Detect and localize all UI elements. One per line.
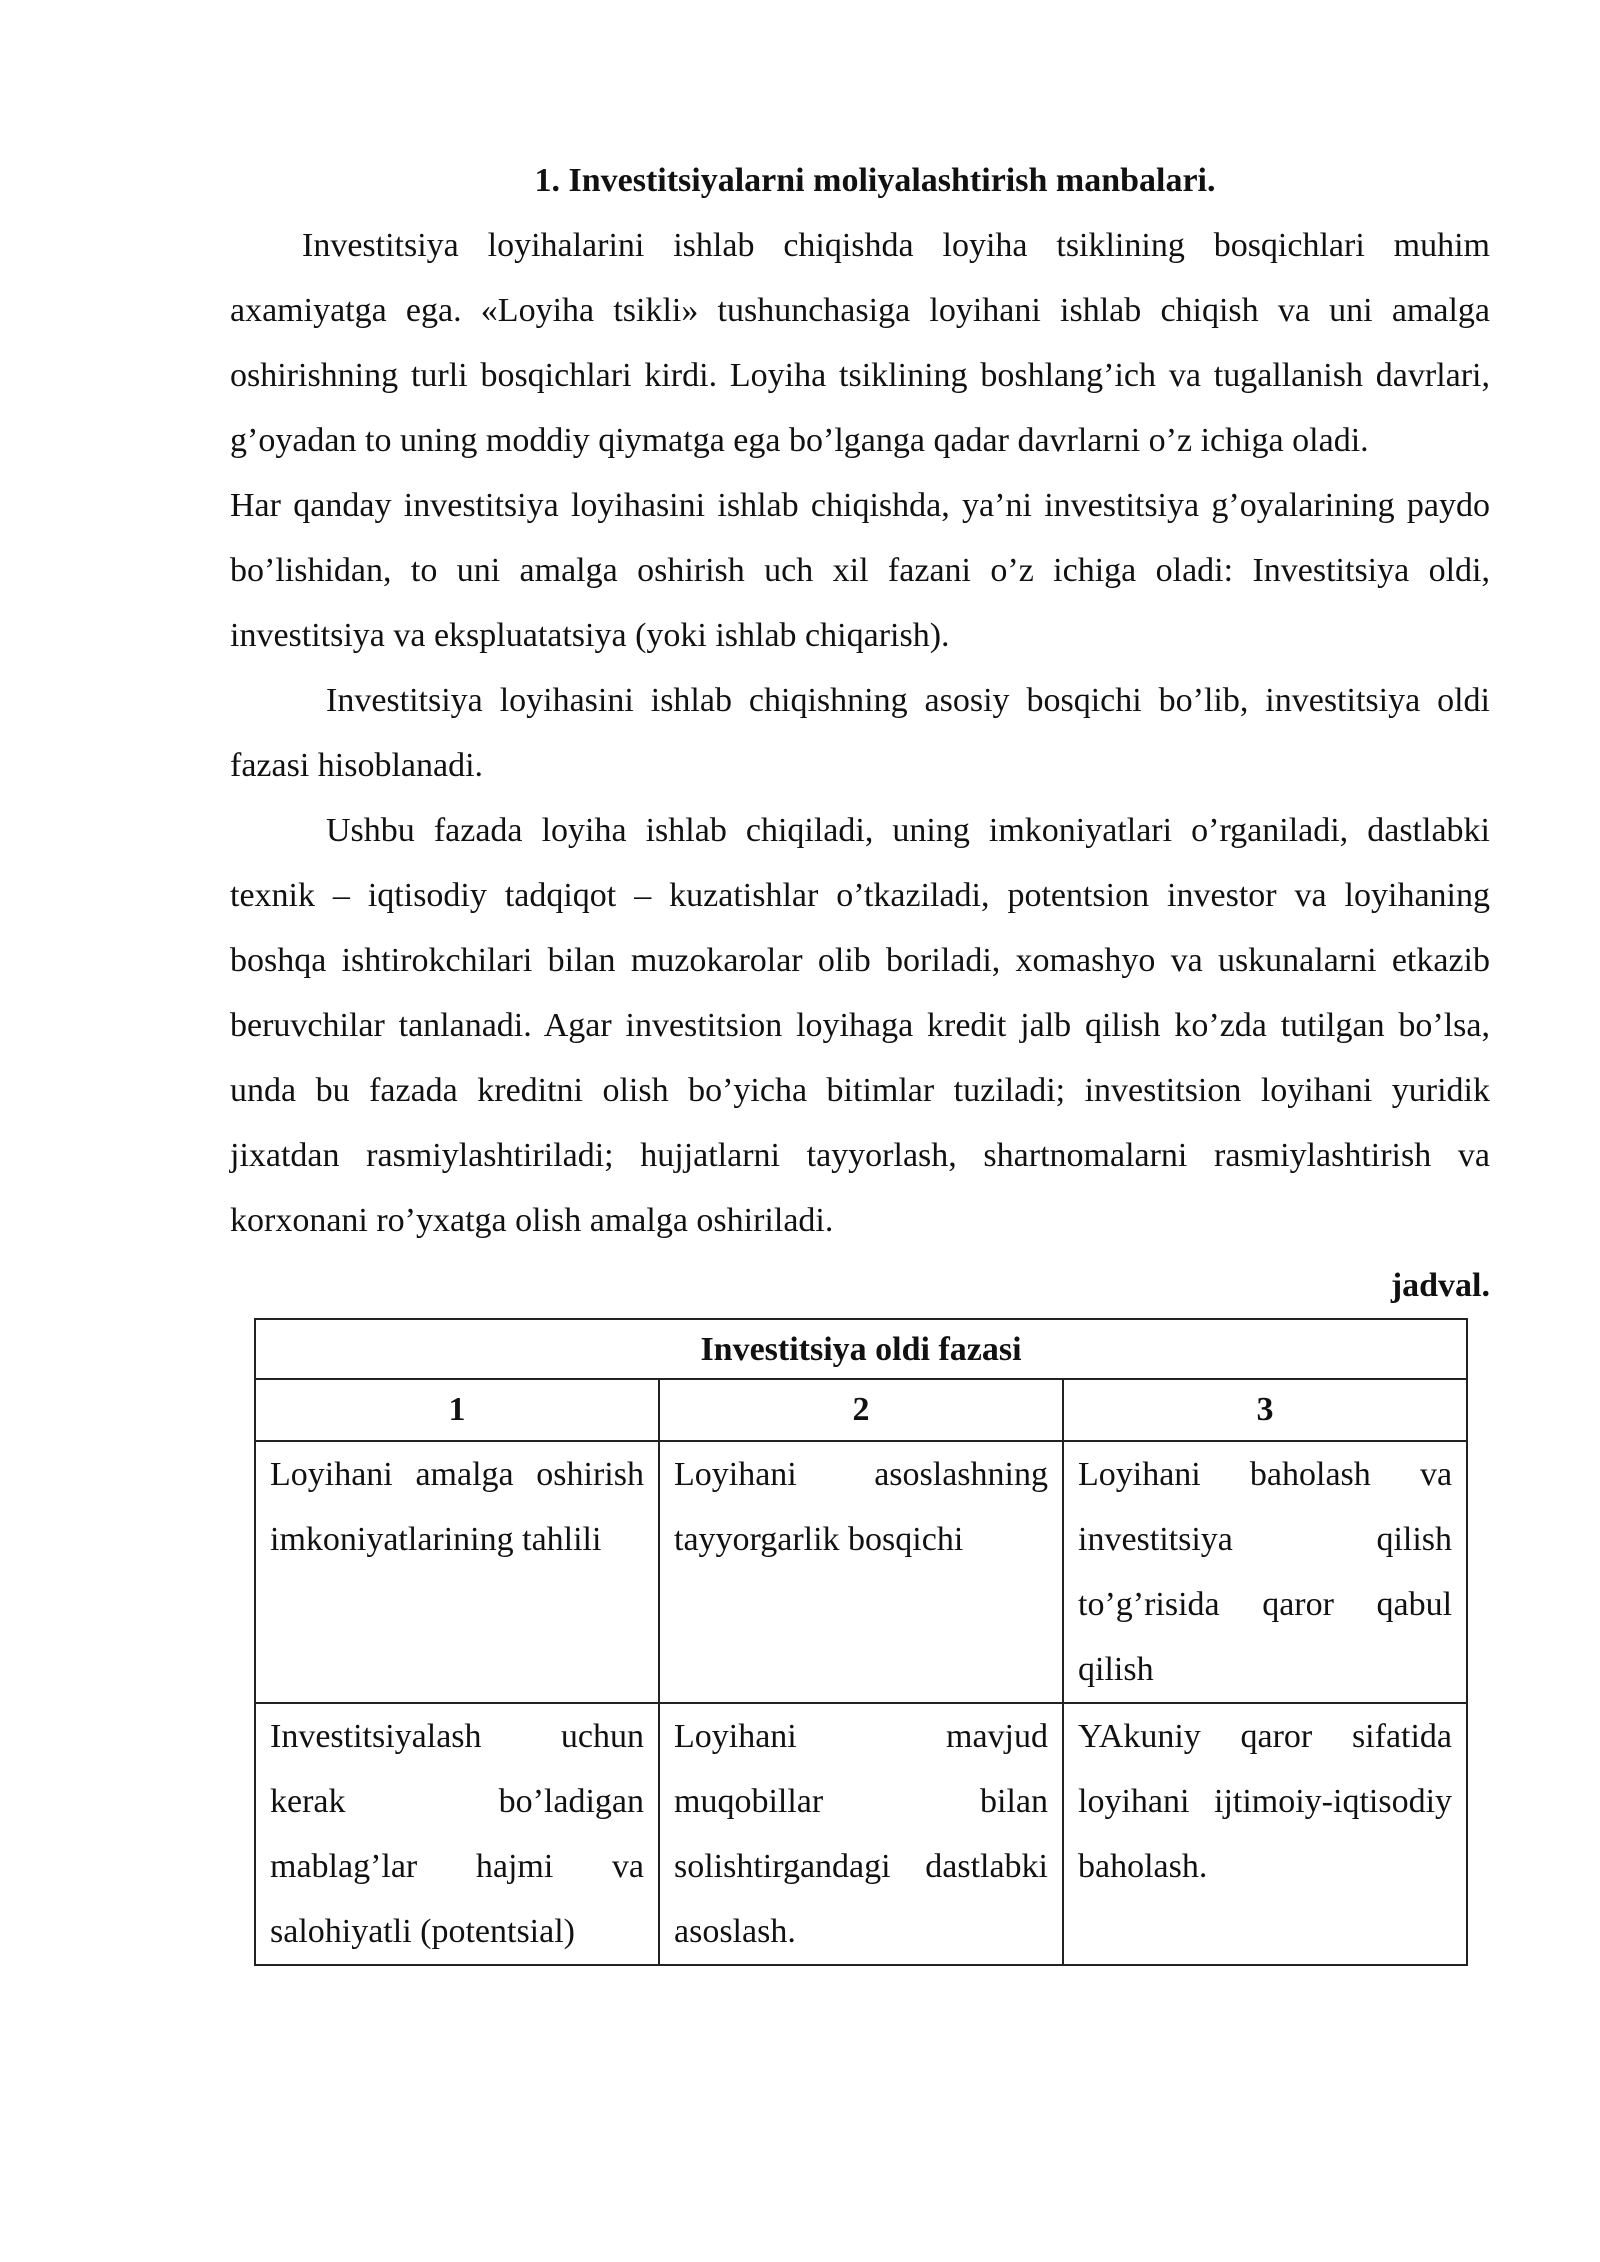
cell-text: Loyihani mavjud muqobillar bilan solishtirgandagi dastlabki asoslash. — [674, 1718, 1048, 1950]
column-header-1: 1 — [255, 1379, 659, 1441]
table-cell — [659, 1441, 1063, 1703]
table-row — [255, 1703, 1467, 1965]
paragraph-2: Har qanday investitsiya loyihasini ishlab chiqishda, ya’ni investitsiya g’oyalarining paydo bo’lishidan, to uni amalga oshirish uch xil fazani o’z ichiga oladi: Investitsiya oldi, investitsiya va ekspluatatsiya (yoki ishlab chiqarish). — [230, 487, 1490, 654]
table-caption: jadval. — [1390, 1267, 1490, 1304]
table-cell — [1063, 1703, 1467, 1965]
table-title-row — [255, 1319, 1467, 1379]
table-title: Investitsiya oldi fazasi — [255, 1319, 1467, 1379]
paragraph-1: Investitsiya loyihalarini ishlab chiqishda loyiha tsiklining bosqichlari muhim axamiyatga ega. «Loyiha tsikli» tushunchasiga loyihani ishlab chiqish va uni amalga oshirishning turli bosqichlari kirdi. Loyiha tsiklining boshlang’ich va tugallanish davrlari, g’oyadan to uning moddiy qiymatga ega bo’lganga qadar davrlarni o’z ichiga oladi. — [230, 227, 1490, 459]
cell-text: Loyihani amalga oshirish imkoniyatlarining tahlili — [270, 1456, 644, 1558]
column-header-3: 3 — [1063, 1379, 1467, 1441]
cell-text: YAkuniy qaror sifatida loyihani ijtimoiy-iqtisodiy baholash. — [1078, 1718, 1453, 1885]
paragraph-3: Investitsiya loyihasini ishlab chiqishning asosiy bosqichi bo’lib, investitsiya oldi fazasi hisoblanadi. — [230, 682, 1490, 784]
table-row — [255, 1441, 1467, 1703]
section-heading: 1. Investitsiyalarni moliyalashtirish manbalari. — [534, 162, 1216, 199]
column-header-2: 2 — [659, 1379, 1063, 1441]
table-cell — [255, 1703, 659, 1965]
phase-table — [254, 1318, 1468, 1966]
table-header-row — [255, 1379, 1467, 1441]
paragraph-4: Ushbu fazada loyiha ishlab chiqiladi, uning imkoniyatlari o’rganiladi, dastlabki texnik – iqtisodiy tadqiqot – kuzatishlar o’tkaziladi, potentsion investor va loyihaning boshqa ishtirokchilari bilan muzokarolar olib boriladi, xomashyo va uskunalarni etkazib beruvchilar tanlanadi. Agar investitsion loyihaga kredit jalb qilish ko’zda tutilgan bo’lsa, unda bu fazada kreditni olish bo’yicha bitimlar tuziladi; investitsion loyihani yuridik jixatdan rasmiylashtiriladi; hujjatlarni tayyorlash, shartnomalarni rasmiylashtirish va korxonani ro’yxatga olish amalga oshiriladi. — [230, 812, 1490, 1239]
table-cell — [1063, 1441, 1467, 1703]
cell-text: Loyihani baholash va investitsiya qilish to’g’risida qaror qabul qilish — [1078, 1456, 1453, 1688]
table-cell — [255, 1441, 659, 1703]
table-cell — [659, 1703, 1063, 1965]
cell-text: Loyihani asoslashning tayyorgarlik bosqichi — [674, 1456, 1048, 1558]
cell-text: Investitsiyalash uchun kerak bo’ladigan mablag’lar hajmi va salohiyatli (potentsial) — [270, 1718, 644, 1950]
